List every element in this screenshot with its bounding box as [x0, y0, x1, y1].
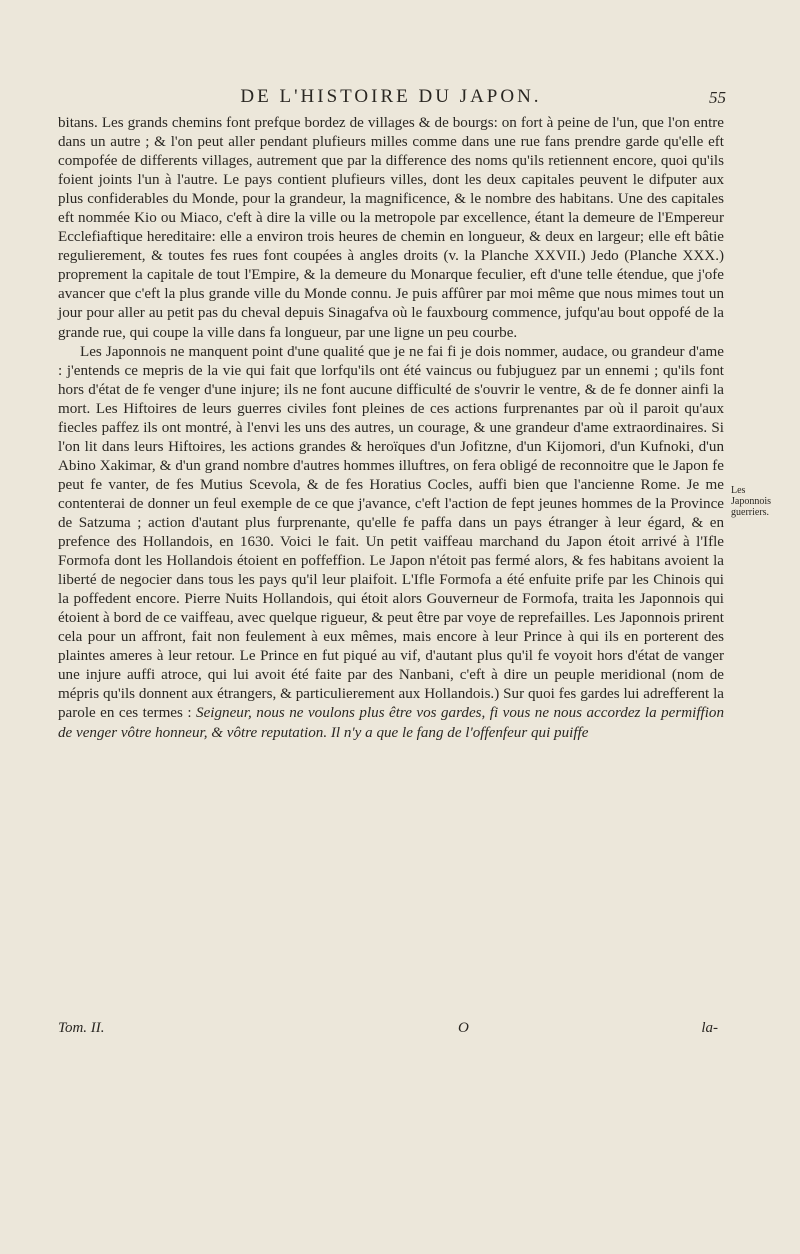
page-number: 55 — [709, 88, 726, 107]
sheet-mark: O — [458, 1020, 469, 1036]
paragraph-cities: bitans. Les grands chemins font prefque bordez de villages & de bourgs: on fort à peine de l'un, que l'on entre dans un autre ; & l'on peut aller pendant plufieurs milles comme dans une rue fans prendre garde qu'elle eft compofée de differents villages, autrement que par la difference des noms qu'ils retiennent encore, quoi qu'ils foient joints l'un à l'autre. Le pays contient plufieurs villes, dont les deux capitales peuvent le difputer aux plus confiderables du Monde, pour la grandeur, la magnificence, & le nombre des habitans. Une des capitales eft nommée Kio ou Miaco, c'eft à dire la ville ou la metropole par excellence, étant la demeure de l'Empereur Ecclefiaftique hereditaire: elle a environ trois heures de chemin en longueur, & deux en largeur; elle eft bâtie regulierement, & toutes fes rues font coupées à angles droits (v. la Planche XXVII.) Jedo (Planche XXX.) proprement la capitale de tout l'Empire, & la demeure du Monarque feculier, eft d'une telle étendue, que j'ofe avancer que c'eft la plus grande ville du Monde connu. Je puis affûrer par moi même que nous mimes tout un jour pour aller au petit pas du cheval depuis Sinagafva où le fauxbourg commence, jufqu'au bout oppofé de la grande rue, qui coupe la ville dans fa longueur, par une ligne un peu courbe. — [58, 115, 724, 341]
running-header — [56, 86, 726, 112]
page-footer — [58, 1020, 724, 1040]
guards-speech: Seigneur, nous ne voulons plus être vos gardes, fi vous ne nous accordez la permiffion de venger vôtre honneur, & vôtre reputation. Il n'y a que le fang de l'offenfeur qui puiffe — [58, 705, 724, 741]
header-title: DE L'HISTOIRE DU JAPON. — [240, 86, 542, 107]
body-text — [58, 114, 724, 743]
catchword: la- — [701, 1020, 718, 1036]
paragraph-japanese-courage-text: Les Japonnois ne manquent point d'une qualité que je ne fai fi je dois nommer, audace, ou grandeur d'ame : j'entends ce mepris de la vie qui fait que lorfqu'ils ont été vaincus ou fubjuguez par un ennemi ; qu'ils font hors d'état de fe venger d'une injure; ils ne font aucune difficulté de s'ouvrir le ventre, & de fe donner ainfi la mort. Les Hiftoires de leurs guerres civiles font pleines de ces actions furprenantes par où il paroit qu'aux fiecles paffez ils ont montré, à l'envi les uns des autres, un courage, & une grandeur d'ame extraordinaires. Si l'on lit dans leurs Hiftoires, les actions grandes & heroïques d'un Jofitzne, d'un Kijomori, d'un Kufnoki, d'un Abino Xakimar, & d'un grand nombre d'autres hommes illuftres, on fera obligé de reconnoitre que le Japon fe peut fe vanter, de fes Mutius Scevola, & de fes Horatius Cocles, auffi bien que l'ancienne Rome. Je me contenterai de donner un feul exemple de ce que j'avance, c'eft l'action de fept jeunes hommes de la Province de Satzuma ; action d'autant plus furprenante, qu'elle fe paffa dans un pays étranger à leur égard, & en prefence des Hollandois, en 1630. Voici le fait. Un petit vaiffeau marchand du Japon étoit arrivé à l'Ifle Formofa dont les Hollandois étoient en poffeffion. Le Japon n'étoit pas fermé alors, & fes habitans avoient la liberté de negocier dans tous les pays qu'il leur plaifoit. L'Ifle Formofa a été enfuite prife par les Chinois qui la poffedent encore. Pierre Nuits Hollandois, qui étoit alors Gouverneur de Formofa, traita les Japonnois qui étoient à bord de ce vaiffeau, avec quelque rigueur, & peut être par voye de reprefailles. Les Japonnois prirent cela pour un affront, fait non feulement à eux mêmes, mais encore à leur Prince à qui ils en porterent des plaintes ameres à leur retour. Le Prince en fut piqué au vif, d'autant plus qu'il fe voyoit hors d'état de vanger une injure auffi atroce, qui lui avoit été faite par des Nanbani, c'eft à dire un peuple meridional (nom de mépris qu'ils donnent aux étrangers, & particulierement aux Hollandois.) Sur quoi fes gardes lui adrefferent la parole en ces termes : — [58, 343, 724, 722]
paragraph-japanese-courage — [58, 343, 724, 743]
volume-signature: Tom. II. — [58, 1020, 105, 1036]
margin-note: Les Japonnois guerriers. — [731, 485, 771, 518]
